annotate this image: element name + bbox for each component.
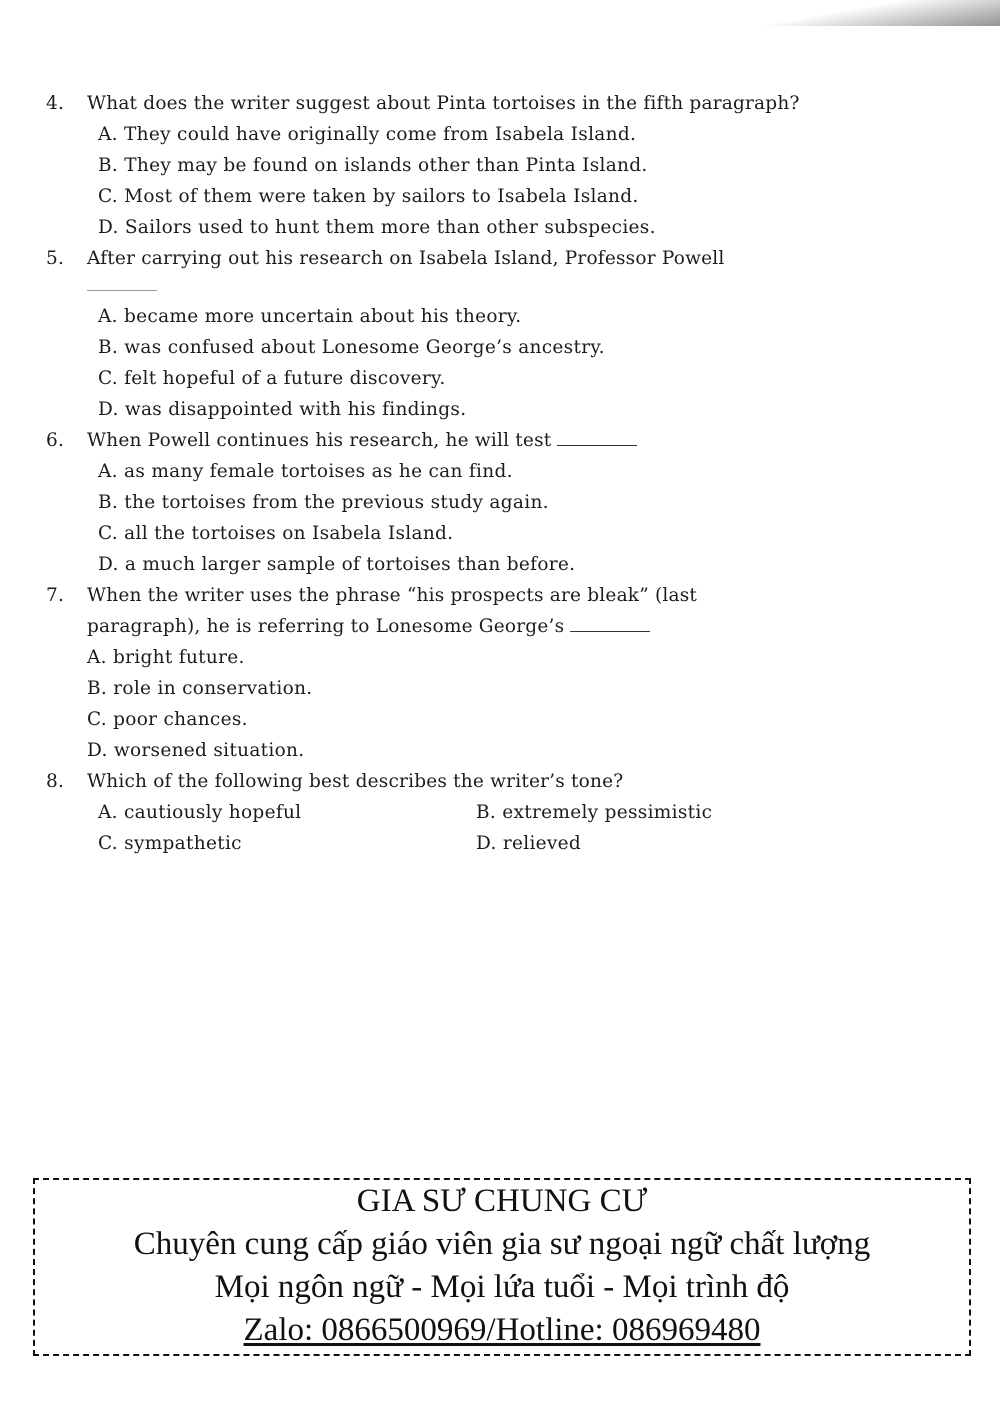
option-b: B. extremely pessimistic: [476, 802, 713, 823]
question-text: After carrying out his research on Isabela Island, Professor Powell: [87, 248, 725, 269]
answer-blank: [557, 429, 637, 446]
option-c: C. all the tortoises on Isabela Island.: [98, 523, 454, 544]
option-a: A. bright future.: [87, 647, 245, 668]
question-text-line2: paragraph), he is referring to Lonesome George’s: [87, 616, 565, 637]
option-d: D. a much larger sample of tortoises than before.: [98, 554, 576, 575]
option-c: C. sympathetic: [98, 833, 242, 854]
ad-title: GIA SƯ CHUNG CƯ: [356, 1183, 648, 1219]
scan-shadow: [740, 0, 1000, 26]
question-number: 5.: [46, 248, 65, 269]
question-number: 7.: [46, 585, 65, 606]
question-text: Which of the following best describes the writer’s tone?: [87, 771, 624, 792]
ad-subtitle: Mọi ngôn ngữ - Mọi lứa tuổi - Mọi trình độ: [214, 1269, 790, 1305]
option-a: A. became more uncertain about his theory.: [98, 306, 522, 327]
question-list: [46, 88, 926, 859]
question-text: What does the writer suggest about Pinta tortoises in the fifth paragraph?: [87, 93, 800, 114]
option-b: B. They may be found on islands other than Pinta Island.: [98, 155, 648, 176]
options-grid: [46, 797, 926, 859]
question-number: 8.: [46, 771, 65, 792]
option-b: B. role in conservation.: [87, 678, 313, 699]
question-7: [46, 580, 926, 766]
option-c: C. Most of them were taken by sailors to Isabela Island.: [98, 186, 639, 207]
answer-blank: [87, 274, 157, 291]
option-c: C. felt hopeful of a future discovery.: [98, 368, 446, 389]
option-d: D. worsened situation.: [87, 740, 305, 761]
question-4: [46, 88, 926, 243]
option-c: C. poor chances.: [87, 709, 248, 730]
option-a: A. They could have originally come from Isabela Island.: [98, 124, 637, 145]
option-b: B. the tortoises from the previous study again.: [98, 492, 549, 513]
question-number: 6.: [46, 430, 65, 451]
ad-tagline: Chuyên cung cấp giáo viên gia sư ngoại ngữ chất lượng: [133, 1226, 871, 1262]
answer-blank: [570, 615, 650, 632]
question-text: When Powell continues his research, he will test: [87, 430, 552, 451]
question-6: [46, 425, 926, 580]
option-d: D. was disappointed with his findings.: [98, 399, 467, 420]
question-8: [46, 766, 926, 859]
option-a: A. cautiously hopeful: [98, 802, 302, 823]
option-d: D. relieved: [476, 833, 582, 854]
option-d: D. Sailors used to hunt them more than other subspecies.: [98, 217, 656, 238]
question-5: [46, 243, 926, 425]
question-text-line1: When the writer uses the phrase “his prospects are bleak” (last: [87, 585, 698, 606]
question-number: 4.: [46, 93, 65, 114]
option-a: A. as many female tortoises as he can find.: [98, 461, 513, 482]
advertisement-box: [33, 1178, 971, 1356]
option-b: B. was confused about Lonesome George’s ancestry.: [98, 337, 605, 358]
ad-contact: Zalo: 0866500969/Hotline: 086969480: [243, 1312, 761, 1348]
